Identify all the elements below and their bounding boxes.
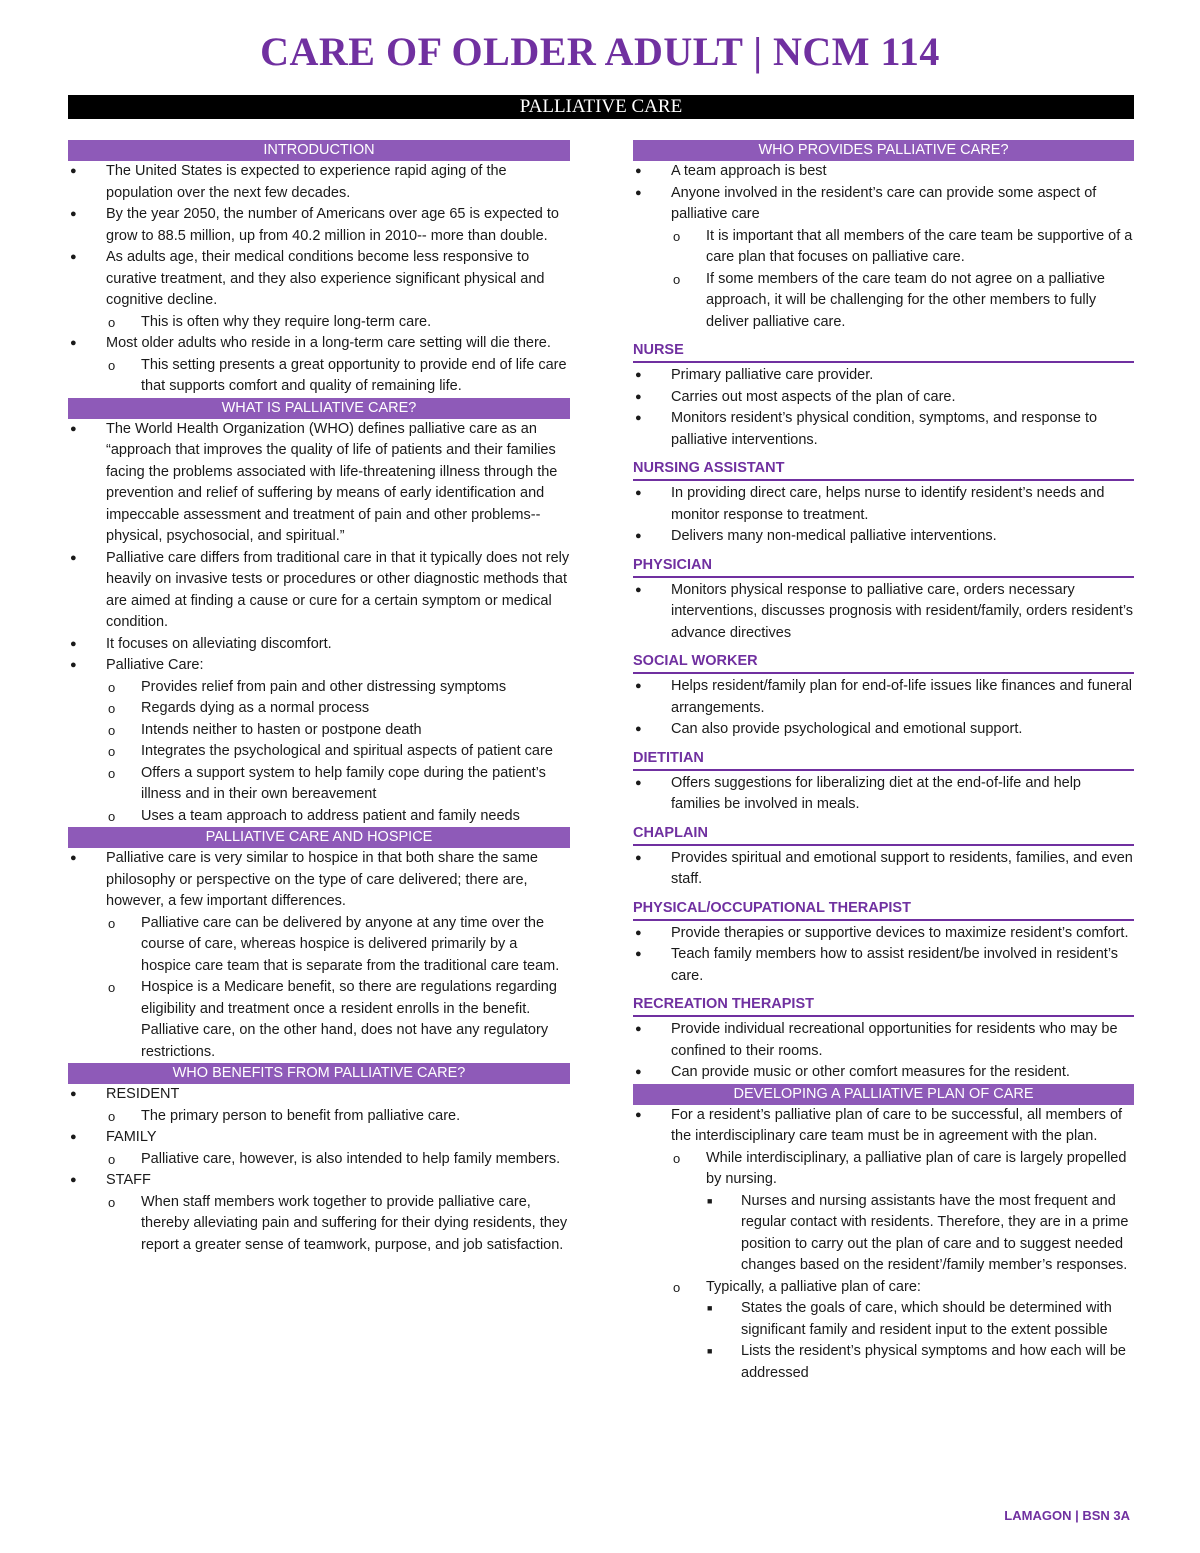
care-team-roles (633, 339, 1134, 1084)
list-item (68, 720, 570, 742)
bullet-marker: ● (70, 251, 77, 263)
list-item (68, 677, 570, 699)
list-item-text: By the year 2050, the number of Americans over age 65 is expected to grow to 88.5 million, up from 40.2 million in 2010-- more than double. (106, 206, 559, 244)
list-item-text: Delivers many non-medical palliative interventions. (671, 528, 997, 544)
bullet-list (633, 923, 1134, 988)
bullet-marker: o (108, 744, 116, 759)
list-item-text: The primary person to benefit from palliative care. (141, 1107, 461, 1124)
list-item (68, 247, 570, 312)
bullet-marker: ● (70, 337, 77, 349)
list-item-text: Uses a team approach to address patient and family needs (141, 807, 520, 824)
list-item (68, 1127, 570, 1149)
left-column (68, 140, 570, 1256)
list-item (633, 183, 1134, 226)
bullet-marker: o (673, 228, 681, 244)
list-item (68, 1170, 570, 1192)
list-item (633, 944, 1134, 987)
list-item (68, 806, 570, 828)
list-item (68, 1106, 570, 1128)
bullet-marker: o (108, 1151, 116, 1167)
section-header-palliative-care-and-hospice: PALLIATIVE CARE AND HOSPICE (68, 827, 570, 848)
list-item-text: For a resident’s palliative plan of care to be successful, all members of the interdisciplinary care team must be in agreement with the plan. (671, 1106, 1123, 1144)
list-item-text: Teach family members how to assist resident/be involved in resident’s care. (671, 946, 1119, 984)
list-item-text: Palliative Care: (106, 657, 204, 673)
list-item (633, 1105, 1134, 1148)
section-header-developing-plan: DEVELOPING A PALLIATIVE PLAN OF CARE (633, 1084, 1134, 1105)
bullet-marker: ● (70, 852, 77, 864)
bullet-marker: o (108, 1108, 116, 1124)
list-item (633, 923, 1134, 945)
right-column (633, 140, 1134, 1384)
list-item-text: FAMILY (106, 1129, 157, 1145)
list-item-text: It focuses on alleviating discomfort. (106, 635, 332, 652)
role-subheader: RECREATION THERAPIST (633, 993, 1134, 1017)
list-item (68, 1192, 570, 1257)
list-item (68, 741, 570, 763)
list-item (633, 161, 1134, 183)
list-item (68, 977, 570, 1063)
list-item-text: When staff members work together to provide palliative care, thereby alleviating pain and suffering for their dying residents, they report a greater sense of teamwork, purpose, and job satisfaction. (141, 1193, 568, 1253)
list-item (633, 226, 1134, 269)
list-item-text: Anyone involved in the resident’s care can provide some aspect of palliative care (671, 184, 1097, 222)
list-item (633, 387, 1134, 409)
bullet-marker: o (108, 679, 116, 695)
bullet-marker: o (673, 1150, 681, 1166)
bullet-marker: o (673, 1279, 681, 1295)
bullet-marker: ● (635, 369, 642, 381)
role-subheader: CHAPLAIN (633, 822, 1134, 846)
list-item (633, 676, 1134, 719)
list-item (68, 848, 570, 913)
list-item (633, 1191, 1134, 1277)
list-item-text: Offers suggestions for liberalizing diet at the end-of-life and help families be involved in meals. (671, 774, 1082, 812)
list-item (68, 1084, 570, 1106)
bullet-marker: ● (635, 851, 642, 864)
bullet-marker: ● (635, 186, 642, 199)
list-item-text: Palliative care differs from traditional care in that it typically does not rely heavily on invasive tests or procedures or other diagnostic methods that are aimed at finding a cause or cure for a certain symptom or medical condition. (106, 549, 570, 630)
list-item (633, 1341, 1134, 1384)
list-item-text: Provide therapies or supportive devices to maximize resident’s comfort. (671, 924, 1129, 941)
document-title: CARE OF OLDER ADULT | NCM 114 (260, 29, 940, 74)
bullet-marker: ● (635, 412, 642, 424)
list-item (68, 419, 570, 548)
role-subheader: SOCIAL WORKER (633, 650, 1134, 674)
bullet-list (68, 1084, 570, 1256)
list-item (633, 1277, 1134, 1299)
bullet-marker: ■ (707, 1346, 713, 1356)
list-item-text: Monitors resident’s physical condition, symptoms, and response to palliative interventions. (671, 410, 1098, 448)
list-item (633, 773, 1134, 816)
list-item (633, 580, 1134, 645)
role-subheader: DIETITIAN (633, 747, 1134, 771)
list-item-text: Primary palliative care provider. (671, 367, 874, 383)
bullet-marker: ● (635, 1108, 642, 1121)
bullet-marker: ● (70, 165, 77, 177)
bullet-marker: ● (635, 680, 642, 692)
list-item-text: Palliative care can be delivered by anyone at any time over the course of care, whereas hospice is delivered primarily by a hospice care team that is separate from the traditional care team. (141, 914, 560, 974)
bullet-marker: ● (635, 165, 642, 177)
bullet-marker: ● (70, 1174, 77, 1186)
bullet-list (68, 161, 570, 398)
list-item (68, 333, 570, 355)
page-footer: LAMAGON | BSN 3A (1004, 1508, 1130, 1523)
bullet-list (68, 419, 570, 828)
bullet-marker: ● (635, 723, 642, 735)
bullet-marker: ■ (707, 1195, 713, 1206)
list-item (633, 483, 1134, 526)
bullet-marker: ● (635, 530, 642, 542)
bullet-marker: o (108, 915, 116, 931)
bullet-marker: o (108, 314, 116, 330)
list-item (633, 1148, 1134, 1191)
list-item (68, 548, 570, 634)
bullet-marker: o (108, 808, 116, 824)
section-header-what-is-palliative-care: WHAT IS PALLIATIVE CARE? (68, 398, 570, 419)
bullet-list (633, 1105, 1134, 1385)
list-item (68, 312, 570, 334)
list-item-text: Helps resident/family plan for end-of-life issues like finances and funeral arrangements. (671, 678, 1133, 716)
bullet-marker: ● (70, 208, 77, 220)
section-header-who-benefits: WHO BENEFITS FROM PALLIATIVE CARE? (68, 1063, 570, 1084)
list-item-text: This is often why they require long-term care. (141, 313, 432, 330)
list-item-text: It is important that all members of the care team be supportive of a care plan that focuses on palliative care. (706, 227, 1133, 265)
bullet-marker: ● (70, 1088, 77, 1100)
bullet-list (633, 483, 1134, 548)
list-item (633, 1298, 1134, 1341)
list-item-text: Nurses and nursing assistants have the most frequent and regular contact with residents. Therefore, they are in a prime position to carry out the plan of care and to suggest needed changes based on the resident’/family member’s responses. (741, 1192, 1129, 1273)
role-subheader: NURSE (633, 339, 1134, 363)
bullet-marker: ● (70, 551, 77, 564)
bullet-marker: ● (70, 637, 77, 650)
section-header-who-provides: WHO PROVIDES PALLIATIVE CARE? (633, 140, 1134, 161)
bullet-marker: ● (70, 659, 77, 671)
bullet-list (633, 676, 1134, 741)
list-item-text: RESIDENT (106, 1086, 180, 1102)
bullet-marker: ● (635, 776, 642, 789)
bullet-marker: o (108, 701, 116, 716)
list-item (633, 1019, 1134, 1062)
bullet-marker: ● (635, 583, 642, 596)
list-item-text: As adults age, their medical conditions become less responsive to curative treatment, and they also experience significant physical and cognitive decline. (106, 249, 545, 308)
list-item (68, 655, 570, 677)
bullet-marker: ■ (707, 1303, 713, 1313)
bullet-marker: ● (635, 487, 642, 499)
bullet-marker: o (108, 357, 116, 373)
bullet-list (633, 848, 1134, 891)
list-item-text: In providing direct care, helps nurse to identify resident’s needs and monitor response to treatment. (671, 485, 1105, 523)
list-item (68, 763, 570, 806)
list-item-text: Palliative care is very similar to hospice in that both share the same philosophy or perspective on the type of care delivered; there are, however, a few important differences. (106, 850, 538, 909)
list-item-text: This setting presents a great opportunity to provide end of life care that supports comfort and quality of remaining life. (141, 356, 567, 394)
list-item (68, 355, 570, 398)
list-item-text: If some members of the care team do not agree on a palliative approach, it will be challenging for the other members to fully deliver palliative care. (706, 270, 1105, 330)
list-item-text: Can provide music or other comfort measures for the resident. (671, 1064, 1070, 1080)
list-item-text: STAFF (106, 1172, 151, 1188)
list-item-text: Offers a support system to help family cope during the patient’s illness and in their own bereavement (141, 764, 546, 802)
section-banner: PALLIATIVE CARE (68, 95, 1134, 119)
list-item (68, 634, 570, 656)
list-item (633, 365, 1134, 387)
list-item-text: The World Health Organization (WHO) defines palliative care as an “approach that improves the quality of life of patients and their families facing the problems associated with life-threatening illness through the prevention and relief of suffering by means of early identification and impeccable assessment and treatment of pain and other problems-- physical, psychosocial, and spiritual.” (106, 420, 558, 544)
bullet-list (633, 1019, 1134, 1084)
list-item (633, 269, 1134, 334)
role-subheader: PHYSICAL/OCCUPATIONAL THERAPIST (633, 897, 1134, 921)
bullet-marker: ● (635, 390, 642, 403)
list-item-text: Most older adults who reside in a long-term care setting will die there. (106, 335, 551, 351)
bullet-marker: o (108, 722, 116, 738)
section-header-introduction: INTRODUCTION (68, 140, 570, 161)
list-item (633, 1062, 1134, 1084)
list-item (68, 204, 570, 247)
list-item-text: Hospice is a Medicare benefit, so there are regulations regarding eligibility and treatment once a resident enrolls in the benefit. Palliative care, on the other hand, does not have any regulatory restrictions. (141, 979, 557, 1060)
list-item-text: A team approach is best (671, 163, 827, 179)
list-item-text: Regards dying as a normal process (141, 700, 370, 716)
list-item-text: Monitors physical response to palliative care, orders necessary interventions, discusses prognosis with resident/family, orders resident’s advance directives (671, 581, 1134, 641)
bullet-list (633, 773, 1134, 816)
list-item-text: The United States is expected to experience rapid aging of the population over the next few decades. (106, 163, 507, 201)
bullet-marker: ● (70, 422, 77, 435)
list-item-text: Provides relief from pain and other distressing symptoms (141, 678, 507, 695)
bullet-marker: ● (635, 1023, 642, 1035)
bullet-marker: o (108, 980, 116, 995)
list-item-text: While interdisciplinary, a palliative plan of care is largely propelled by nursing. (706, 1149, 1127, 1187)
list-item-text: States the goals of care, which should be determined with significant family and resident input to the extent possible (741, 1300, 1112, 1338)
bullet-marker: ● (635, 926, 642, 939)
list-item (68, 913, 570, 978)
bullet-list (633, 580, 1134, 645)
list-item (633, 848, 1134, 891)
list-item-text: Provides spiritual and emotional support to residents, families, and even staff. (671, 849, 1133, 887)
bullet-marker: ● (70, 1131, 77, 1143)
list-item (633, 408, 1134, 451)
bullet-list (633, 161, 1134, 333)
bullet-marker: o (108, 765, 116, 781)
list-item (68, 161, 570, 204)
list-item-text: Provide individual recreational opportunities for residents who may be confined to their rooms. (671, 1021, 1118, 1059)
list-item-text: Intends neither to hasten or postpone death (141, 721, 422, 738)
bullet-marker: ● (635, 948, 642, 960)
bullet-marker: o (673, 271, 681, 287)
list-item-text: Integrates the psychological and spiritual aspects of patient care (141, 743, 553, 759)
list-item (68, 698, 570, 720)
bullet-marker: o (108, 1194, 116, 1210)
list-item-text: Can also provide psychological and emotional support. (671, 721, 1023, 737)
list-item (68, 1149, 570, 1171)
bullet-list (633, 365, 1134, 451)
list-item (633, 719, 1134, 741)
role-subheader: NURSING ASSISTANT (633, 457, 1134, 481)
list-item-text: Palliative care, however, is also intended to help family members. (141, 1150, 561, 1167)
list-item (633, 526, 1134, 548)
list-item-text: Typically, a palliative plan of care: (706, 1278, 921, 1295)
role-subheader: PHYSICIAN (633, 554, 1134, 578)
bullet-marker: ● (635, 1066, 642, 1078)
list-item-text: Carries out most aspects of the plan of care. (671, 388, 956, 405)
bullet-list (68, 848, 570, 1063)
list-item-text: Lists the resident’s physical symptoms and how each will be addressed (741, 1343, 1126, 1381)
